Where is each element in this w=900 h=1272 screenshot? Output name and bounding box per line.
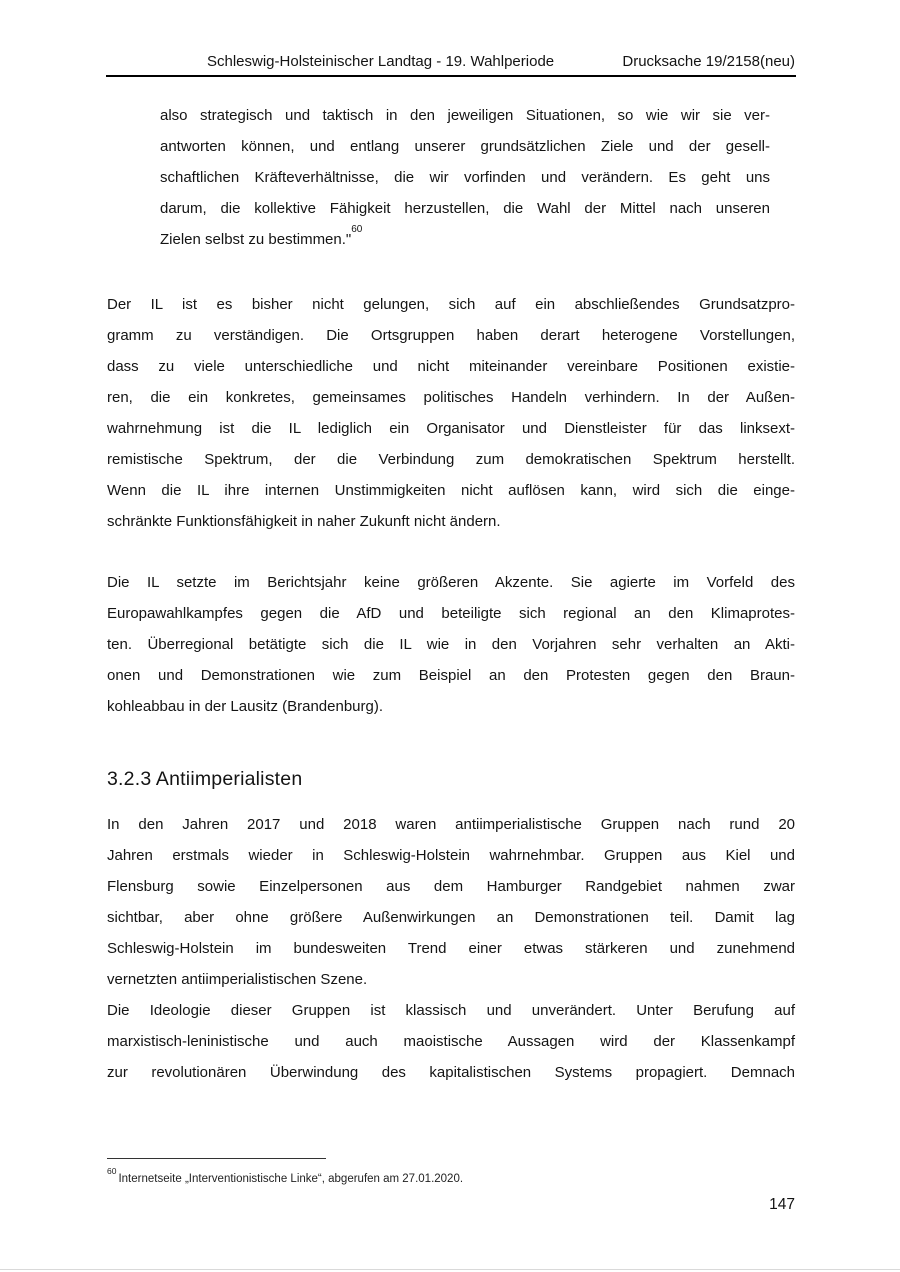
page-number: 147 (769, 1196, 795, 1213)
text-line: Flensburg sowie Einzelpersonen aus dem Hamburger Randgebiet nahmen zwar (107, 878, 795, 895)
header-rule (106, 75, 796, 77)
text-line: also strategisch und taktisch in den jeweiligen Situationen, so wie wir sie ver- (160, 107, 770, 124)
paragraph-il-berichtsjahr (107, 567, 795, 722)
text-line: Der IL ist es bisher nicht gelungen, sich auf ein abschließendes Grundsatzpro- (107, 296, 795, 313)
text-line: schränkte Funktionsfähigkeit in naher Zukunft nicht ändern. (107, 513, 501, 530)
footnote-reference-marker: 60 (351, 224, 363, 235)
footnote (107, 1167, 795, 1187)
text-line: antworten können, und entlang unserer grundsätzlichen Ziele und der gesell- (160, 138, 770, 155)
paragraph-il-grundsatzprogramm (107, 289, 795, 537)
text-line: marxistisch-leninistische und auch maoistische Aussagen wird der Klassenkampf (107, 1033, 795, 1050)
text-line: kohleabbau in der Lausitz (Brandenburg). (107, 698, 384, 715)
quote-lines (160, 100, 770, 224)
quote-last-line (160, 224, 770, 255)
text-line: Europawahlkampfes gegen die AfD und beteiligte sich regional an den Klimaprotes- (107, 605, 795, 622)
text-line: Die Ideologie dieser Gruppen ist klassisch und unverändert. Unter Berufung auf (107, 1002, 795, 1019)
text-line: schaftlichen Kräfteverhältnisse, die wir vorfinden und verändern. Es geht uns (160, 169, 770, 186)
text-line: sichtbar, aber ohne größere Außenwirkungen an Demonstrationen teil. Damit lag (107, 909, 795, 926)
paragraph-antiimperialisten-1 (107, 809, 795, 995)
header-title: Schleswig-Holsteinischer Landtag - 19. Wahlperiode (207, 53, 555, 70)
footnote-text: Internetseite „Interventionistische Linke“, abgerufen am 27.01.2020. (118, 1172, 464, 1185)
text-line: gramm zu verständigen. Die Ortsgruppen haben derart heterogene Vorstellungen, (107, 327, 795, 344)
text-line: wahrnehmung ist die IL lediglich ein Organisator und Dienstleister für das linksext- (107, 420, 795, 437)
page-bottom-edge (0, 1269, 900, 1270)
paragraph-antiimperialisten-2 (107, 995, 795, 1088)
footnote-number: 60 (107, 1166, 117, 1176)
footnote-area (107, 1158, 795, 1187)
text-line: Schleswig-Holstein im bundesweiten Trend einer etwas stärkeren und zunehmend (107, 940, 795, 957)
document-body (107, 100, 795, 1088)
section-heading: 3.2.3 Antiimperialisten (107, 768, 303, 790)
text-line: dass zu viele unterschiedliche und nicht miteinander vereinbare Positionen existie- (107, 358, 795, 375)
text-line: onen und Demonstrationen wie zum Beispiel an den Protesten gegen den Braun- (107, 667, 795, 684)
text-line: vernetzten antiimperialistischen Szene. (107, 971, 368, 988)
footnote-separator (107, 1158, 326, 1159)
text-line: darum, die kollektive Fähigkeit herzustellen, die Wahl der Mittel nach unseren (160, 200, 770, 217)
text-line: Jahren erstmals wieder in Schleswig-Holstein wahrnehmbar. Gruppen aus Kiel und (107, 847, 795, 864)
header-document-number: Drucksache 19/2158(neu) (622, 53, 795, 70)
text-line: Die IL setzte im Berichtsjahr keine größeren Akzente. Sie agierte im Vorfeld des (107, 574, 795, 591)
text-line: ren, die ein konkretes, gemeinsames politisches Handeln verhindern. In der Außen- (107, 389, 795, 406)
text-line: Wenn die IL ihre internen Unstimmigkeiten nicht auflösen kann, wird sich die einge- (107, 482, 795, 499)
page-header (107, 53, 795, 71)
block-quote (160, 100, 770, 255)
quote-last-text: Zielen selbst zu bestimmen." (160, 231, 352, 248)
text-line: remistische Spektrum, der die Verbindung zum demokratischen Spektrum herstellt. (107, 451, 795, 468)
text-line: ten. Überregional betätigte sich die IL wie in den Vorjahren sehr verhalten an Akti- (107, 636, 795, 653)
text-line: In den Jahren 2017 und 2018 waren antiimperialistische Gruppen nach rund 20 (107, 816, 795, 833)
text-line: zur revolutionären Überwindung des kapitalistischen Systems propagiert. Demnach (107, 1064, 795, 1081)
